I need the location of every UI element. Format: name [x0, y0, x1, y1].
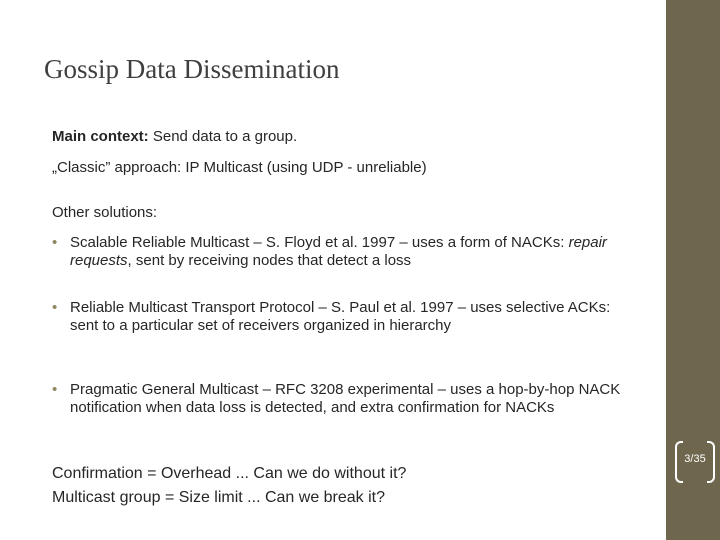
closing-line-multicast: Multicast group = Size limit ... Can we break it? — [52, 489, 386, 506]
main-context-text: Send data to a group. — [148, 128, 298, 145]
page-number: 3/35 — [684, 453, 706, 465]
closing-line-confirmation: Confirmation = Overhead ... Can we do without it? — [52, 465, 407, 482]
classic-approach-line: „Classic” approach: IP Multicast (using UDP - unreliable) — [52, 159, 427, 176]
bullet-emphasis: repair requests — [70, 234, 607, 269]
bullet-text — [70, 234, 642, 270]
main-context-label: Main context: — [52, 128, 149, 145]
main-context-line — [52, 127, 652, 146]
bullet-icon: • — [52, 381, 58, 398]
bullet-text-part: Scalable Reliable Multicast – S. Floyd et al. 1997 – uses a form of NACKs: — [70, 234, 569, 251]
bullet-rmtp — [52, 299, 642, 335]
closing-questions — [52, 462, 406, 510]
page-number-badge — [675, 441, 715, 483]
bullet-text: Reliable Multicast Transport Protocol – S. Paul et al. 1997 – uses selective ACKs: sent to a particular set of receivers organized in hierarchy — [70, 299, 611, 334]
bullet-icon: • — [52, 299, 58, 316]
bullet-text-part: , sent by receiving nodes that detect a loss — [127, 252, 412, 269]
bullet-srm — [52, 234, 642, 270]
bullet-text: Pragmatic General Multicast – RFC 3208 experimental – uses a hop-by-hop NACK notification when data loss is detected, and extra confirmation for NACKs — [70, 381, 621, 416]
bullet-pgm — [52, 381, 642, 417]
slide-title: Gossip Data Dissemination — [44, 54, 340, 84]
other-solutions-heading: Other solutions: — [52, 204, 158, 221]
bullet-icon: • — [52, 234, 58, 251]
